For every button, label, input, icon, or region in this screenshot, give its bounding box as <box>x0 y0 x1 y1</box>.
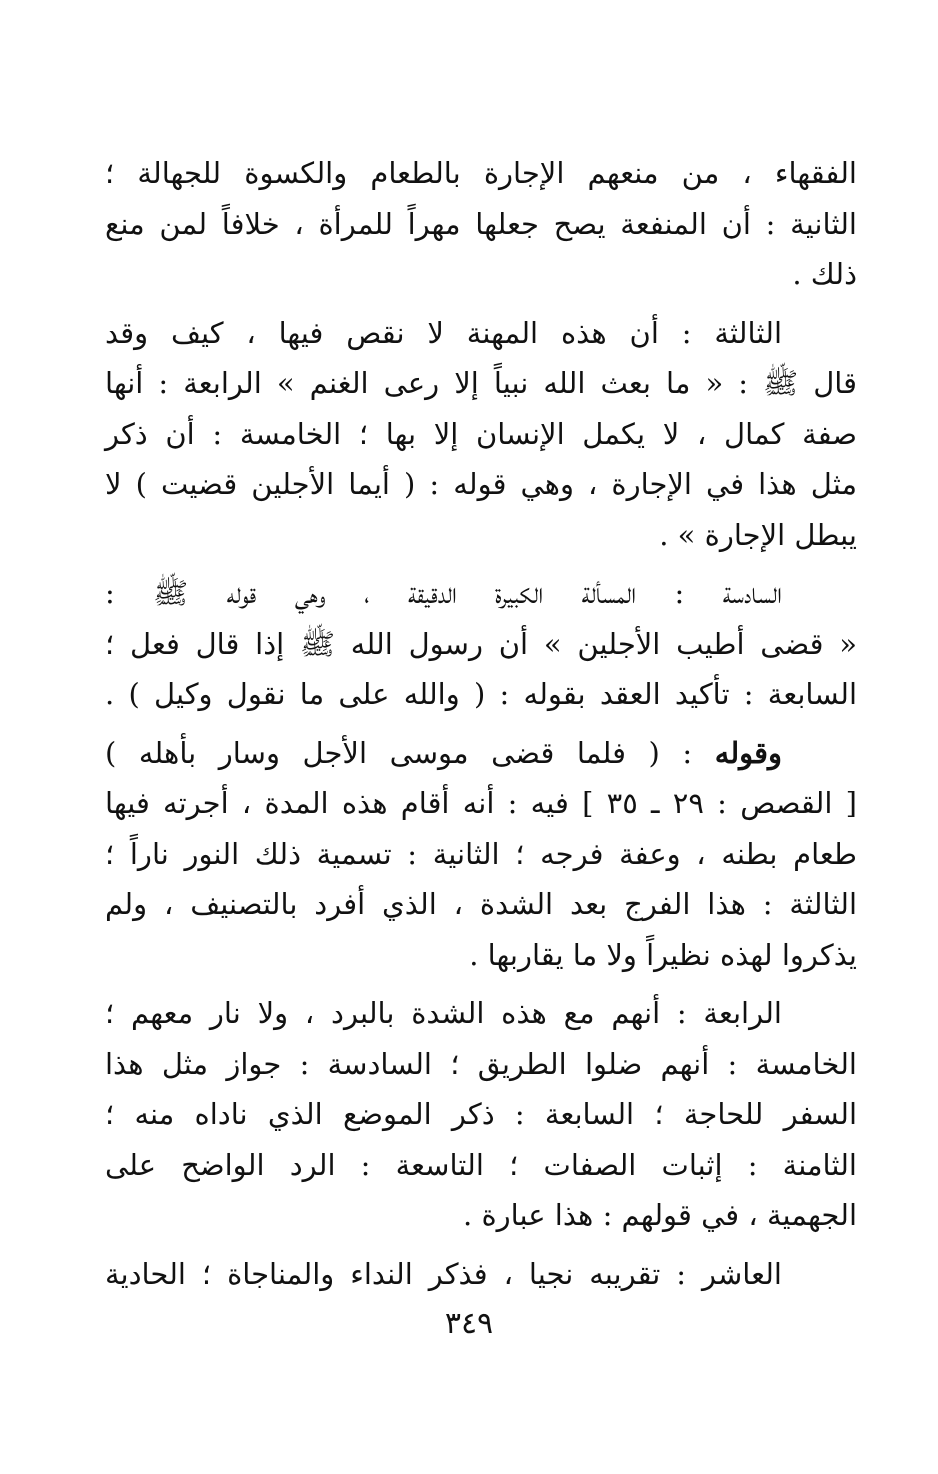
text-line: طعام بطنه ، وعفة فرجه ؛ الثانية : تسمية ذلك النور ناراً ؛ <box>105 836 857 871</box>
text-line: قال ﷺ : « ما بعث الله نبياً إلا رعى الغنم » الرابعة : أنها <box>105 366 857 400</box>
text-line: الخامسة : أنهم ضلوا الطريق ؛ السادسة : جواز مثل هذا <box>105 1046 857 1081</box>
text-line: [ القصص : ٢٩ ـ ٣٥ ] فيه : أنه أقام هذه المدة ، أجرته فيها <box>105 786 857 820</box>
text-line: ذلك . <box>792 257 857 291</box>
paragraph-1 <box>105 148 857 300</box>
text-line: السابعة : تأكيد العقد بقوله : ( والله على ما نقول وكيل ) . <box>105 677 857 711</box>
text-line: الثامنة : إثبات الصفات ؛ التاسعة : الرد الواضح على <box>105 1147 857 1182</box>
text-line: السادسة : المسألة الكبيرة الدقيقة ، وهي قوله ﷺ : <box>105 576 782 610</box>
text-line: العاشر : تقريبه نجيا ، فذكر النداء والمناجاة ؛ الحادية <box>105 1256 782 1291</box>
text-line: الرابعة : أنهم مع هذه الشدة بالبرد ، ولا نار معهم ؛ <box>105 996 782 1030</box>
text-line: الثالثة : أن هذه المهنة لا نقص فيها ، كيف وقد <box>105 315 782 350</box>
text-line: السفر للحاجة ؛ السابعة : ذكر الموضع الذي ناداه منه ؛ <box>105 1097 857 1131</box>
bold-lead: وقوله <box>714 735 782 770</box>
text-line: مثل هذا في الإجارة ، وهي قوله : ( أيما الأجلين قضيت ) لا <box>105 467 857 501</box>
page-body <box>105 148 857 1307</box>
text-line: الجهمية ، في قولهم : هذا عبارة . <box>463 1198 857 1232</box>
paragraph-6 <box>105 1249 857 1300</box>
text-line: يبطل الإجارة » . <box>659 517 857 552</box>
text-line: الفقهاء ، من منعهم الإجارة بالطعام والكسوة للجهالة ؛ <box>105 156 857 190</box>
text-line <box>105 728 857 779</box>
page-number: ٣٤٩ <box>444 1306 494 1341</box>
text-run: : ( فلما قضى موسى الأجل وسار بأهله ) <box>105 735 715 770</box>
paragraph-2 <box>105 308 857 561</box>
text-line: الثانية : أن المنفعة يصح جعلها مهراً للمرأة ، خلافاً لمن منع <box>105 206 857 241</box>
paragraph-4 <box>105 728 857 981</box>
text-line: الثالثة : هذا الفرج بعد الشدة ، الذي أفرد بالتصنيف ، ولم <box>105 887 857 921</box>
text-line: صفة كمال ، لا يكمل الإنسان إلا بها ؛ الخامسة : أن ذكر <box>105 416 857 451</box>
text-line: يذكروا لهذه نظيراً ولا ما يقاربها . <box>469 937 857 972</box>
paragraph-5 <box>105 988 857 1241</box>
text-line: « قضى أطيب الأجلين » أن رسول الله ﷺ إذا قال فعل ؛ <box>105 626 857 661</box>
paragraph-3 <box>105 568 857 720</box>
